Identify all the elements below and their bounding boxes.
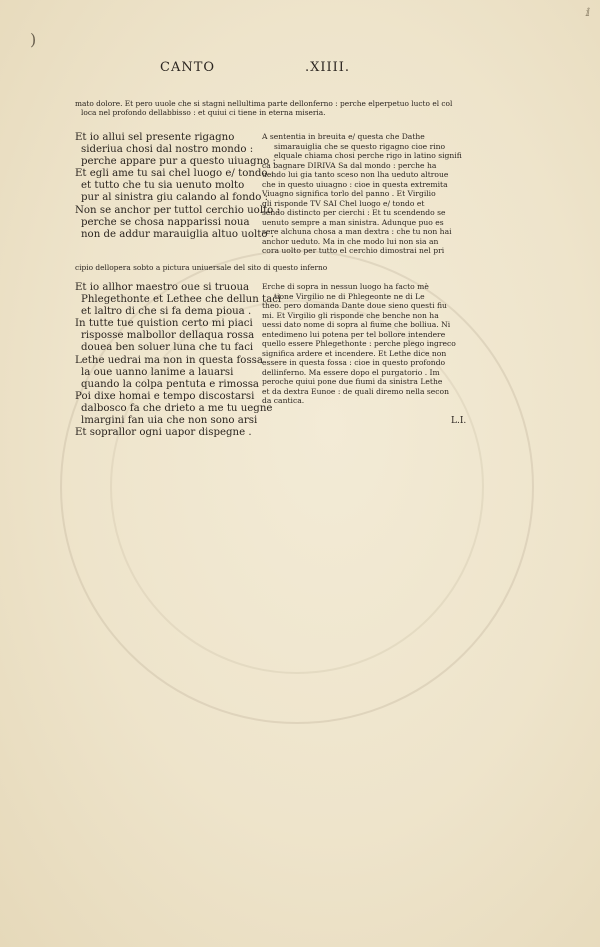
gloss-line: cora uolto per tutto el cerchio dimostrai nel pri — [262, 246, 445, 255]
verse-line: lmargini fan uia che non sono arsi — [81, 415, 258, 427]
verse-line: Et soprallor ogni uapor dispegne . — [75, 427, 252, 439]
gloss-line: anchor ueduto. Ma in che modo lui non sia an — [262, 236, 439, 246]
margin-pen-mark: ) — [30, 30, 37, 49]
verse-line: Poi dixe homai e tempo discostarsi — [75, 390, 255, 402]
verse-line: Non se anchor per tuttol cerchio uolto : — [75, 204, 280, 216]
gloss-line: significa ardere et incendere. Et Lethe dice non — [262, 348, 447, 358]
gloss-line: mi. Et Virgilio gli risponde che benche non ha — [262, 310, 439, 320]
verse-line: douea ben soluer luna che tu faci — [81, 342, 254, 354]
verse-line: sideriua chosi dal nostro mondo : — [81, 144, 254, 156]
verse-line: dalbosco fa che drieto a me tu uegne — [81, 402, 273, 414]
gloss-line: ca bagnare DIRIVA Sa dal mondo : perche ha — [262, 160, 437, 170]
gloss-line: et da dextra Eunoe : de quali diremo nella secon — [262, 386, 450, 396]
gloss-block-second — [262, 282, 547, 406]
gloss-line: sere alchuna chosa a man dextra : che tu non hai — [262, 227, 452, 236]
page-header — [0, 60, 600, 82]
gloss-line: essere in questa fossa : cioe in questo profondo — [262, 358, 446, 367]
gloss-line: entedimeno lui potena per tel bollore intendere — [262, 329, 446, 339]
gloss-line: theo. pero domanda Dante doue sieno questi fiu — [262, 301, 447, 310]
verse-line: Phlegethonte et Lethee che dellun taci — [81, 294, 282, 306]
canto-number: .XIIII. — [305, 60, 351, 75]
verse-block-first — [75, 132, 280, 241]
commentary-line: mato dolore. Et pero uuole che si stagni nellultima parte dellonferno : perche elperpetuo lucto el col — [75, 99, 453, 108]
verse-line: perche se chosa napparissi noua — [81, 216, 250, 228]
gloss-line: simarauiglia che se questo rigagno cioe rino — [274, 141, 446, 151]
bridge-line: cipio dellopera sobto a pictura uniuersale del sito di questo inferno — [75, 263, 328, 272]
gloss-line: che in questo uiuagno : cioe in questa extremita — [262, 179, 448, 189]
gloss-line: tione Virgilio ne di Phlegeonte ne di Le — [274, 291, 425, 301]
gloss-line: dellinferno. Ma essere dopo el purgatorio . Im — [262, 367, 440, 377]
gloss-line: gli risponde TV SAI Chel luogo e/ tondo et — [262, 198, 425, 208]
verse-line: Lethe uedrai ma non in questa fossa — [75, 354, 263, 366]
verse-line: In tutte tue quistion certo mi piaci — [75, 318, 253, 330]
signature-mark: L.I. — [451, 416, 467, 426]
gloss-line: Viuagno significa torlo del panno . Et Virgilio — [262, 189, 436, 198]
gloss-line: sendo distincto per cierchi : Et tu scendendo se — [262, 208, 446, 217]
commentary-continuation — [75, 99, 535, 117]
verse-line: perche appare pur a questo uiuagno : — [81, 156, 276, 168]
gloss-line: A sententia in breuita e/ questa che Dathe — [262, 132, 425, 141]
gloss-line: uenuto sempre a man sinistra. Adunque puo es — [262, 217, 444, 227]
verse-line: non de addur marauiglia altuo uolto . — [81, 228, 274, 240]
corner-folio-mark: ⅈ — [585, 6, 590, 19]
running-head: CANTO — [160, 60, 216, 75]
verse-line: la oue uanno lanime a lauarsi — [81, 366, 234, 378]
verse-line: quando la colpa pentuta e rimossa — [81, 378, 260, 390]
verse-block-second — [75, 282, 282, 439]
verse-line: risposse malbollor dellaqua rossa — [81, 330, 255, 342]
gloss-line: da cantica. — [262, 396, 305, 405]
verse-line: et tutto che tu sia uenuto molto — [81, 180, 245, 192]
gloss-line: quello essere Phlegethonte : perche plego ingreco — [262, 339, 456, 348]
gloss-line: peroche quiui pone due fiumi da sinistra Lethe — [262, 377, 443, 386]
gloss-line: elquale chiama chosi perche rigo in latino signifi — [274, 151, 462, 160]
gloss-line: Erche di sopra in nessun luogo ha facto mè — [262, 282, 429, 291]
gloss-bridge-line — [75, 263, 545, 272]
verse-line: Et io allhor maestro oue si truoua — [75, 282, 250, 293]
verse-line: pur al sinistra giu calando al fondo : — [81, 192, 269, 204]
verse-line: et laltro di che si fa dema pioua . — [81, 306, 252, 318]
gloss-line: uendo lui gia tanto sceso non lha ueduto altroue — [262, 170, 449, 179]
commentary-line: loca nel profondo dellabbisso : et quiui ci tiene in eterna miseria. — [81, 108, 326, 118]
gloss-block-first — [262, 132, 547, 256]
gloss-line: uessi dato nome di sopra al fiume che bolliua. Ni — [262, 320, 451, 329]
verse-line: Et io allui sel presente rigagno — [75, 132, 235, 143]
verse-line: Et egli ame tu sai chel luogo e/ tondo : — [75, 168, 275, 180]
